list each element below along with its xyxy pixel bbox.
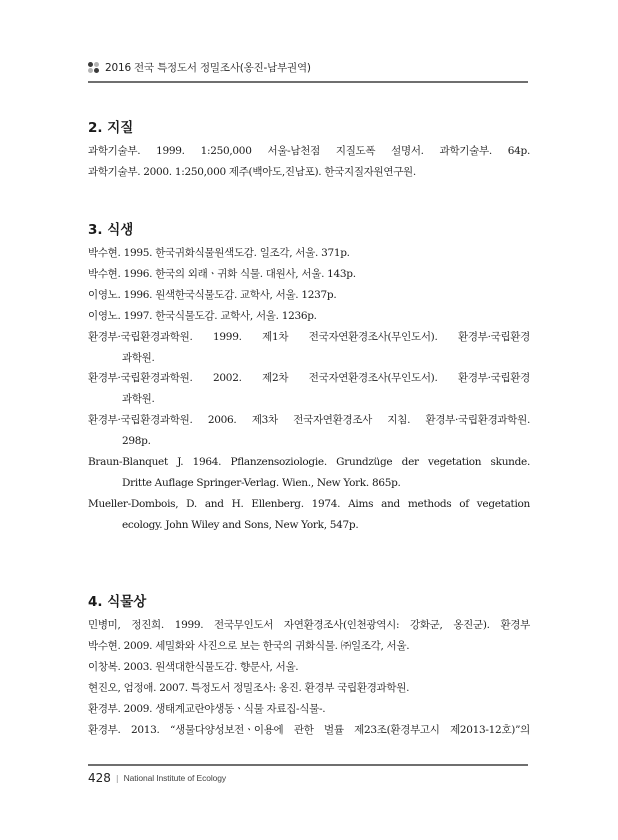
reference-entry-continuation: 과학원. [122,393,155,406]
reference-entry: Mueller-Dombois, D. and H. Ellenberg. 1974. Aims and methods of vegetation [88,497,530,510]
reference-entry-continuation: 과학원. [122,351,155,364]
section-title: 4. 식물상 [88,594,147,610]
reference-entry: 과학기술부. 1999. 1:250,000 서울-남천점 지질도폭 설명서. 과학기술부. 64p. [88,145,530,157]
reference-entry: 환경부. 2009. 생태계교란야생동ㆍ식물 자료집-식물-. [88,702,326,715]
reference-entry: 환경부·국립환경과학원. 2002. 제2차 전국자연환경조사(무인도서). 환경부·국립환경 [88,372,530,385]
dot-4 [94,68,99,73]
dot-3 [88,68,93,73]
section-title: 3. 식생 [88,222,134,238]
running-header [88,58,528,76]
reference-entry: Braun-Blanquet J. 1964. Pflanzensoziologie. Grundzüge der vegetation skunde. [88,456,530,468]
reference-entry-continuation: Dritte Auflage Springer-Verlag. Wien., New York. 865p. [122,476,401,489]
header-title: 2016 전국 특정도서 정밀조사(옹진-남부권역) [105,61,311,74]
reference-entry: 박수현. 2009. 세밀화와 사진으로 보는 한국의 귀화식물. ㈜일조각, 서울. [88,639,410,652]
reference-entry-continuation: 298p. [122,435,151,448]
header-rule [88,81,528,83]
footer-rule [88,764,528,766]
reference-entry: 현진오, 엄정애. 2007. 특정도서 정밀조사: 옹진. 환경부 국립환경과학원. [88,681,410,694]
four-dots-icon [88,62,99,73]
dot-1 [88,62,93,67]
reference-entry: 환경부. 2013. “생물다양성보전ㆍ이용에 관한 벌률 제23조(환경부고시 제2013-12호)”의 [88,723,530,736]
footer-institute: National Institute of Ecology [123,773,227,783]
reference-entry-continuation: ecology. John Wiley and Sons, New York, 547p. [122,518,359,531]
page-number: 428 [88,771,111,785]
reference-entry: 환경부·국립환경과학원. 2006. 제3차 전국자연환경조사 지침. 환경부·국립환경과학원. [88,414,530,427]
section-title: 2. 지질 [88,120,134,136]
reference-entry: 박수현. 1995. 한국귀화식물원색도감. 일조각, 서울. 371p. [88,247,350,259]
reference-entry: 과학기술부. 2000. 1:250,000 제주(백아도,진남포). 한국지질자원연구원. [88,165,416,178]
dot-2 [94,62,99,67]
page-footer [88,771,226,785]
reference-entry: 이영노. 1997. 한국식물도감. 교학사, 서울. 1236p. [88,309,317,322]
reference-entry: 환경부·국립환경과학원. 1999. 제1차 전국자연환경조사(무인도서). 환경부·국립환경 [88,330,530,343]
reference-entry: 이영노. 1996. 원색한국식물도감. 교학사, 서울. 1237p. [88,288,337,301]
reference-entry: 이창복. 2003. 원색대한식물도감. 향문사, 서울. [88,660,299,673]
reference-entry: 박수현. 1996. 한국의 외래ㆍ귀화 식물. 대원사, 서울. 143p. [88,267,356,280]
reference-entry: 민병미, 정진희. 1999. 전국무인도서 자연환경조사(인천광역시: 강화군, 옹진군). 환경부 [88,619,530,631]
footer-separator: | [115,773,119,783]
